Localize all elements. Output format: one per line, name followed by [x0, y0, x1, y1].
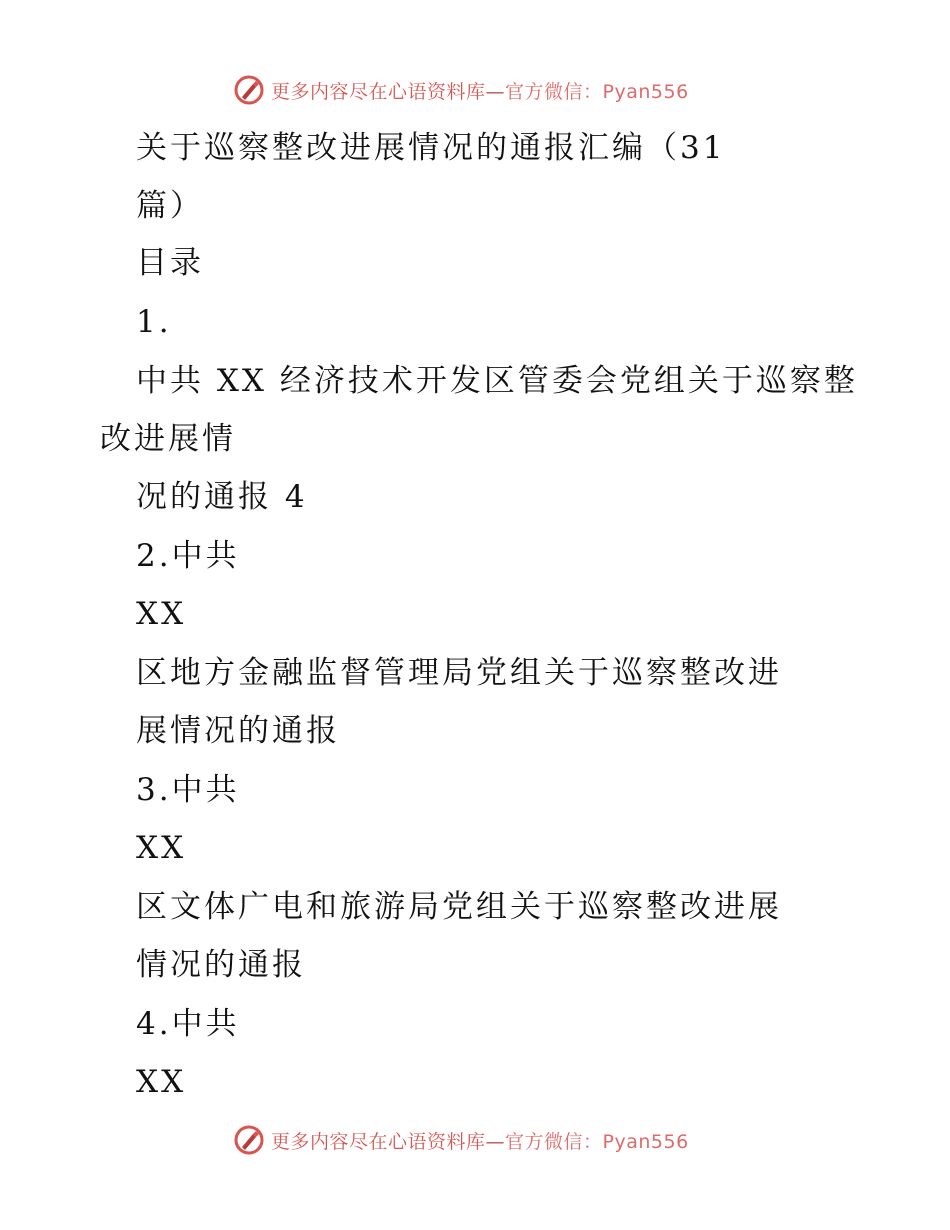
pen-circle-logo-icon — [233, 1124, 265, 1156]
watermark-text: 更多内容尽在心语资料库—官方微信：Pyan556 — [271, 1130, 689, 1153]
toc-line: 情况的通报 — [136, 947, 306, 983]
toc-line: 展情况的通报 — [136, 713, 340, 749]
toc-line: 中共 XX 经济技术开发区管委会党组关于巡察整 — [136, 363, 858, 399]
document-title-line-1: 关于巡察整改进展情况的通报汇编（31 — [136, 130, 726, 166]
document-title-line-2: 篇） — [136, 188, 204, 224]
toc-line: XX — [136, 1064, 187, 1100]
toc-line: 区地方金融监督管理局党组关于巡察整改进 — [136, 655, 782, 691]
toc-line: 3.中共 — [136, 772, 240, 808]
toc-line: 2.中共 — [136, 538, 240, 574]
toc-line: 况的通报 4 — [136, 479, 308, 515]
watermark-banner-top — [233, 72, 689, 108]
toc-heading: 目录 — [136, 245, 204, 281]
watermark-banner-bottom — [233, 1122, 689, 1158]
pen-circle-logo-icon — [233, 74, 265, 106]
watermark-text: 更多内容尽在心语资料库—官方微信：Pyan556 — [271, 80, 689, 103]
toc-line: 4.中共 — [136, 1006, 240, 1042]
toc-line: XX — [136, 596, 187, 632]
toc-line: 改进展情 — [100, 421, 236, 457]
toc-line: 1. — [136, 304, 172, 340]
toc-line: XX — [136, 830, 187, 866]
toc-line: 区文体广电和旅游局党组关于巡察整改进展 — [136, 889, 782, 925]
